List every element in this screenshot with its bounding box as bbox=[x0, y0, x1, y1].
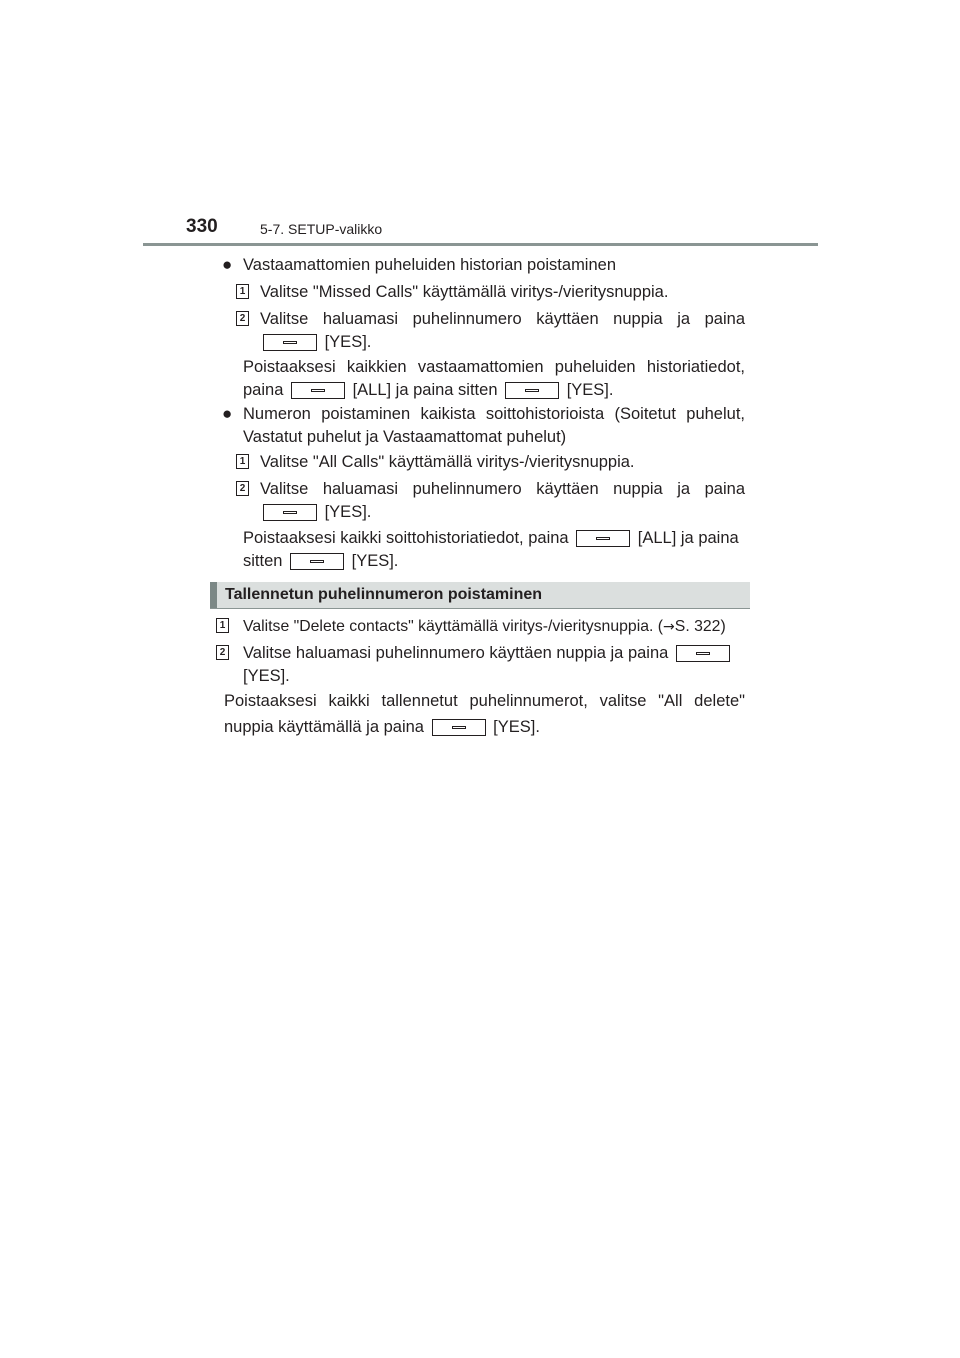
section2-step1 bbox=[243, 615, 726, 639]
tune-knob-button-icon bbox=[263, 334, 317, 351]
section-heading-bar bbox=[210, 582, 750, 609]
step-1-icon: 1 bbox=[236, 454, 249, 469]
block2-step1: Valitse "All Calls" käyttämällä viritys-/vieritysnuppia. bbox=[260, 453, 635, 471]
section2-step2-line2: [YES]. bbox=[243, 667, 290, 685]
note-text: [YES]. bbox=[351, 552, 399, 570]
block1-step2-line2 bbox=[260, 330, 371, 354]
header-divider bbox=[143, 243, 818, 246]
tune-knob-button-icon bbox=[432, 719, 486, 736]
note-text: sitten bbox=[243, 552, 283, 570]
block2-step2: Valitse haluamasi puhelinnumero käyttäen nuppia ja paina bbox=[260, 480, 745, 498]
note-text: nuppia käyttämällä ja paina bbox=[224, 718, 424, 736]
tune-knob-button-icon bbox=[290, 553, 344, 570]
note-text: Poistaaksesi kaikki soittohistoriatiedot, paina bbox=[243, 529, 569, 547]
tune-knob-button-icon bbox=[676, 645, 730, 662]
step-2-icon: 2 bbox=[236, 481, 249, 496]
note-text: paina bbox=[243, 381, 284, 399]
page-reference: S. 322) bbox=[674, 618, 726, 635]
section2-note-line1: Poistaaksesi kaikki tallennetut puhelinnumerot, valitse "All delete" bbox=[224, 692, 745, 710]
block1-step1: Valitse "Missed Calls" käyttämällä viritys-/vieritysnuppia. bbox=[260, 283, 669, 301]
step-1-icon: 1 bbox=[236, 284, 249, 299]
block1-title: Vastaamattomien puheluiden historian poistaminen bbox=[243, 256, 617, 274]
tune-knob-button-icon bbox=[576, 530, 630, 547]
block2-note-line1 bbox=[243, 526, 739, 550]
note-text: [ALL] ja paina sitten bbox=[352, 381, 498, 399]
block2-title-line2: Vastatut puhelut ja Vastaamattomat puhelut) bbox=[243, 428, 567, 446]
block2-step2-line2 bbox=[260, 500, 371, 524]
section2-step2 bbox=[243, 641, 733, 665]
block1-step2: Valitse haluamasi puhelinnumero käyttäen nuppia ja paina bbox=[260, 310, 745, 328]
step-2-icon: 2 bbox=[216, 645, 229, 660]
block1-note-line1: Poistaaksesi kaikkien vastaamattomien puheluiden historiatiedot, bbox=[243, 358, 745, 376]
bullet-icon: ● bbox=[222, 404, 233, 423]
yes-label: [YES]. bbox=[324, 503, 372, 521]
tune-knob-button-icon bbox=[505, 382, 559, 399]
tune-knob-button-icon bbox=[263, 504, 317, 521]
block1-note-line2 bbox=[243, 378, 613, 402]
section-heading: Tallennetun puhelinnumeron poistaminen bbox=[225, 586, 543, 603]
note-text: [ALL] ja paina bbox=[637, 529, 739, 547]
section-label: 5-7. SETUP-valikko bbox=[260, 221, 383, 237]
block2-note-line2 bbox=[243, 549, 398, 573]
tune-knob-button-icon bbox=[291, 382, 345, 399]
note-text: [YES]. bbox=[493, 718, 540, 736]
step-2-icon: 2 bbox=[236, 311, 249, 326]
step-text: Valitse haluamasi puhelinnumero käyttäen nuppia ja paina bbox=[243, 644, 669, 662]
note-text: [YES]. bbox=[566, 381, 614, 399]
page-number: 330 bbox=[186, 216, 218, 237]
arrow-right-icon: → bbox=[663, 619, 675, 635]
section2-note-line2 bbox=[224, 715, 540, 739]
step-text: Valitse "Delete contacts" käyttämällä viritys-/vieritysnuppia. ( bbox=[243, 618, 664, 635]
block2-title-line1: Numeron poistaminen kaikista soittohistorioista (Soitetut puhelut, bbox=[243, 405, 745, 423]
yes-label: [YES]. bbox=[324, 333, 372, 351]
step-1-icon: 1 bbox=[216, 618, 229, 633]
bullet-icon: ● bbox=[222, 255, 233, 274]
